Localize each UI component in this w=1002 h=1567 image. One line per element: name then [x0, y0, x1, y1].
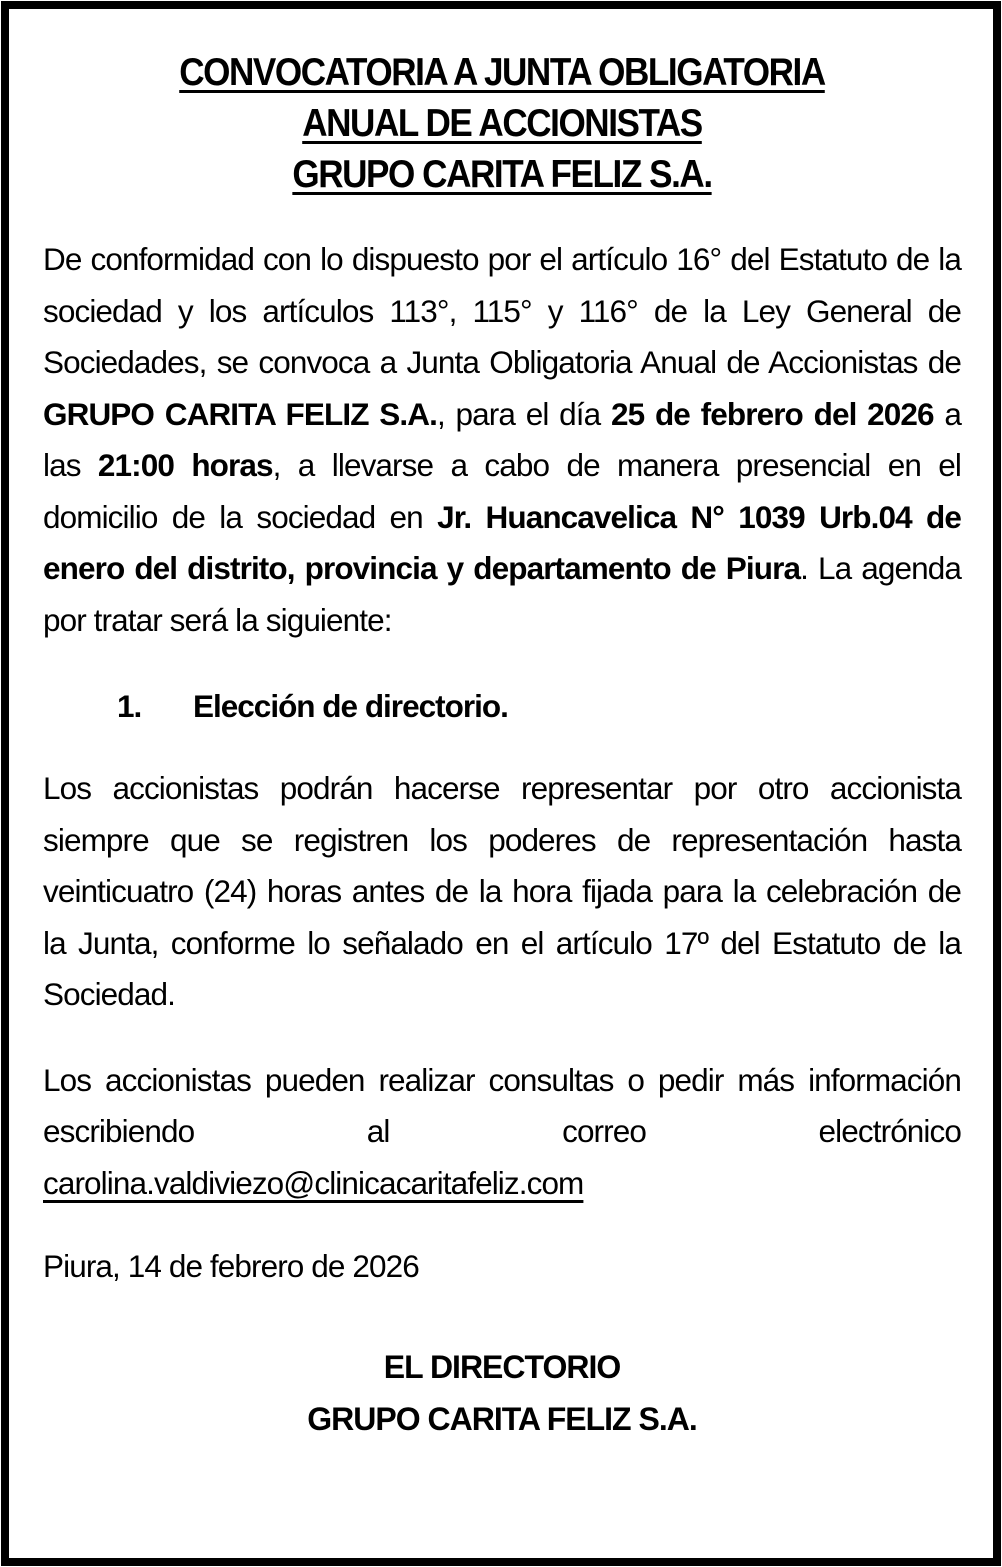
notice-border [1, 1, 1001, 1566]
place-date: Piura, 14 de febrero de 2026 [43, 1248, 419, 1284]
signature-line-2: GRUPO CARITA FELIZ S.A. [307, 1400, 697, 1437]
notice-document [43, 9, 961, 1445]
contact-paragraph [43, 1055, 961, 1210]
meeting-address: Jr. Huancavelica N° 1039 Urb.04 de enero del distrito, provincia y departamento de Piura [43, 498, 961, 586]
title-line-2: ANUAL DE ACCIONISTAS [302, 102, 702, 145]
agenda-item-text: Elección de directorio. [193, 688, 508, 724]
meeting-time: 21:00 horas [97, 447, 273, 483]
company-name: GRUPO CARITA FELIZ S.A. [43, 395, 437, 432]
title-line-3: GRUPO CARITA FELIZ S.A. [292, 153, 712, 196]
agenda-item-number: 1. [117, 688, 142, 724]
representation-paragraph: Los accionistas podrán hacerse representar por otro accionista siempre que se registren los poderes de representación hasta veinticuatro (24) horas antes de la hora fijada para la celebración de la Junta, conforme lo señalado en el artículo 17º del Estatuto de la Sociedad. [43, 770, 961, 1012]
text-segment: , a llevarse a cabo de manera presencial en el domicilio de la sociedad en [43, 447, 962, 535]
text-segment: . La agenda por tratar será la siguiente: [43, 550, 961, 638]
signature-line-1: EL DIRECTORIO [383, 1348, 621, 1385]
text-segment: Los accionistas pueden realizar consultas o pedir más información escribiendo al correo electrónico [43, 1061, 961, 1149]
text-segment: a las [43, 395, 962, 483]
contact-email-link[interactable]: carolina.valdiviezo@clinicacaritafeliz.com [43, 1164, 584, 1201]
signature-block [43, 1341, 961, 1445]
text-segment: , para el día [436, 395, 611, 432]
meeting-date: 25 de febrero del 2026 [611, 395, 934, 432]
title-line-1: CONVOCATORIA A JUNTA OBLIGATORIA [179, 51, 825, 94]
agenda-item [43, 680, 961, 732]
agenda-list [43, 680, 961, 732]
notice-title [89, 47, 915, 200]
text-segment: De conformidad con lo dispuesto por el artículo 16° del Estatuto de la sociedad y los artículos 113°, 115° y 116° de la Ley General de Sociedades, se convoca a Junta Obligatoria Anual de Accionistas de [43, 241, 961, 380]
convocation-paragraph [43, 234, 961, 646]
